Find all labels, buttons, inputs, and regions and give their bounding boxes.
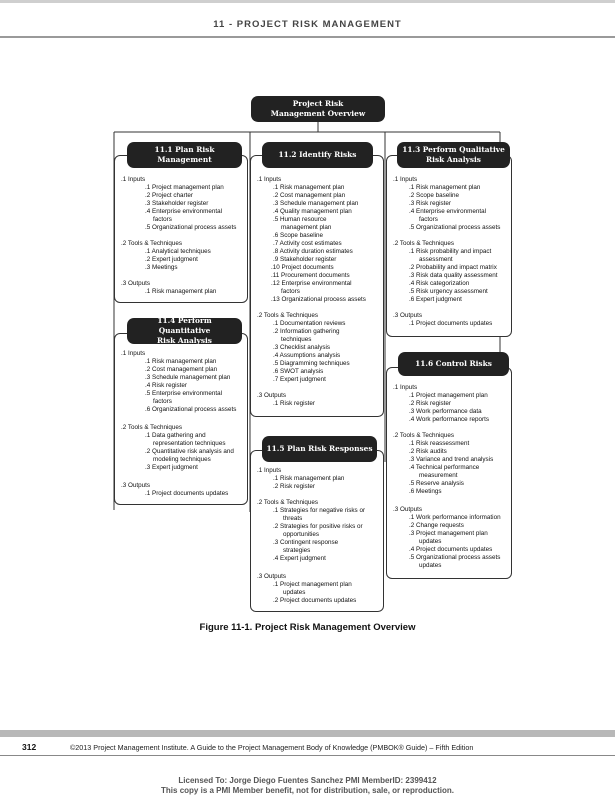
p2-inputs-label: .1 Inputs	[257, 176, 282, 183]
p5-tool: strategies	[283, 547, 311, 554]
footer-band	[0, 730, 615, 737]
license-line-2: This copy is a PMI Member benefit, not for distribution, sale, or reproduction.	[161, 786, 454, 795]
p4-tool: .2 Quantitative risk analysis and	[145, 448, 234, 455]
p4-input: .3 Schedule management plan	[145, 374, 231, 381]
p5-output: updates	[283, 589, 306, 596]
p6-output: .5 Organizational process assets	[409, 554, 501, 561]
p4-tool: modeling techniques	[153, 456, 211, 463]
p4-input: .4 Risk register	[145, 382, 187, 389]
p1-input: .1 Project management plan	[145, 184, 224, 191]
overview-line1: Project Risk	[292, 99, 344, 108]
license-line-1: Licensed To: Jorge Diego Fuentes Sanchez PMI MemberID: 2399412	[178, 776, 437, 785]
process-title-11-4	[127, 318, 242, 344]
p6-input: .2 Risk register	[409, 400, 451, 407]
p6-output: updates	[419, 538, 442, 545]
p1-tool: .1 Analytical techniques	[145, 248, 211, 255]
p6-output: .4 Project documents updates	[409, 546, 493, 553]
p6-tool: .6 Meetings	[409, 488, 442, 495]
p1-input: .2 Project charter	[145, 192, 193, 199]
process-title-11-5	[262, 436, 377, 462]
p2-input: .4 Quality management plan	[273, 208, 352, 215]
p2-output: .1 Risk register	[273, 400, 315, 407]
p3-input: .1 Risk management plan	[409, 184, 481, 191]
p3-tool: .6 Expert judgment	[409, 296, 462, 303]
process-box-11-5	[250, 450, 384, 612]
p6-output: .3 Project management plan	[409, 530, 488, 537]
p6-tool: .2 Risk audits	[409, 448, 447, 455]
p2-tool: .2 Information gathering	[273, 328, 340, 335]
p3-title-line2: Risk Analysis	[426, 155, 481, 164]
p4-input: .2 Cost management plan	[145, 366, 218, 373]
process-title-11-2	[262, 142, 373, 168]
p2-input: factors	[281, 288, 300, 295]
process-box-11-6	[386, 367, 512, 579]
p1-output: .1 Risk management plan	[145, 288, 217, 295]
p1-tools-label: .2 Tools & Techniques	[121, 240, 183, 247]
p2-tool: .1 Documentation reviews	[273, 320, 346, 327]
p6-inputs-label: .1 Inputs	[393, 384, 418, 391]
p2-input: .2 Cost management plan	[273, 192, 346, 199]
p1-outputs-label: .3 Outputs	[121, 280, 151, 287]
p5-tool: .3 Contingent response	[273, 539, 339, 546]
p3-tool: .1 Risk probability and impact	[409, 248, 492, 255]
p2-input: .1 Risk management plan	[273, 184, 345, 191]
p4-title-line2: Risk Analysis	[157, 336, 212, 345]
p5-title-line1: 11.5 Plan Risk Responses	[266, 444, 373, 453]
p2-input: .10 Project documents	[271, 264, 334, 271]
p4-inputs-label: .1 Inputs	[121, 350, 146, 357]
p2-input: management plan	[281, 224, 332, 231]
process-box-11-2	[250, 155, 384, 417]
p2-tool: .6 SWOT analysis	[273, 368, 324, 375]
p1-input: .3 Stakeholder register	[145, 200, 209, 207]
p6-tool: .1 Risk reassessment	[409, 440, 470, 447]
p5-outputs-label: .3 Outputs	[257, 573, 287, 580]
p5-inputs-label: .1 Inputs	[257, 467, 282, 474]
p4-tool: .3 Expert judgment	[145, 464, 198, 471]
p5-input: .1 Risk management plan	[273, 475, 345, 482]
p6-input: .3 Work performance data	[409, 408, 482, 415]
p4-input: .6 Organizational process assets	[145, 406, 237, 413]
p4-output: .1 Project documents updates	[145, 490, 229, 497]
p1-tool: .3 Meetings	[145, 264, 178, 271]
p2-tool: .4 Assumptions analysis	[273, 352, 341, 359]
p4-title-line1: 11.4 Perform Quantitative	[157, 316, 212, 335]
p5-tool: .1 Strategies for negative risks or	[273, 507, 366, 514]
p6-title-line1: 11.6 Control Risks	[415, 359, 492, 368]
copyright-text: ©2013 Project Management Institute. A Guide to the Project Management Body of Knowledge (PMBOK® Guide) – Fifth Edition	[70, 743, 474, 752]
p2-tools-label: .2 Tools & Techniques	[257, 312, 319, 319]
p3-tools-label: .2 Tools & Techniques	[393, 240, 455, 247]
p6-input: .1 Project management plan	[409, 392, 488, 399]
p4-outputs-label: .3 Outputs	[121, 482, 151, 489]
p3-input: .3 Risk register	[409, 200, 451, 207]
p2-tool: .7 Expert judgment	[273, 376, 326, 383]
p6-tool: .3 Variance and trend analysis	[409, 456, 494, 463]
p2-input: .8 Activity duration estimates	[273, 248, 353, 255]
chapter-title: 11 - PROJECT RISK MANAGEMENT	[213, 19, 402, 30]
footer-rule	[0, 755, 615, 756]
p2-input: .11 Procurement documents	[271, 272, 350, 279]
p4-input: .1 Risk management plan	[145, 358, 217, 365]
p5-tools-label: .2 Tools & Techniques	[257, 499, 319, 506]
p3-tool: .5 Risk urgency assessment	[409, 288, 488, 295]
overview-line2: Management Overview	[270, 109, 366, 118]
p3-input: factors	[419, 216, 438, 223]
p3-input: .2 Scope baseline	[409, 192, 460, 199]
process-box-11-3	[386, 155, 512, 337]
p6-output: .1 Work performance information	[409, 514, 501, 521]
p3-inputs-label: .1 Inputs	[393, 176, 418, 183]
p4-input: factors	[153, 398, 172, 405]
p5-tool: .4 Expert judgment	[273, 555, 326, 562]
process-title-11-6	[398, 352, 509, 376]
p5-tool: threats	[283, 515, 303, 522]
p5-tool: opportunities	[283, 531, 320, 538]
p6-outputs-label: .3 Outputs	[393, 506, 423, 513]
p4-tool: .1 Data gathering and	[145, 432, 206, 439]
p2-input: .7 Activity cost estimates	[273, 240, 342, 247]
p2-input: .5 Human resource	[273, 216, 327, 223]
p3-input: .5 Organizational process assets	[409, 224, 501, 231]
overview-header	[251, 96, 385, 122]
p1-title-line2: Management	[157, 155, 212, 164]
page-number: 312	[22, 742, 37, 752]
p2-tool: .3 Checklist analysis	[273, 344, 331, 351]
p1-inputs-label: .1 Inputs	[121, 176, 146, 183]
p1-tool: .2 Expert judgment	[145, 256, 198, 263]
p2-tool: .5 Diagramming techniques	[273, 360, 350, 367]
process-box-11-4	[114, 333, 248, 505]
p1-input: factors	[153, 216, 172, 223]
p3-outputs-label: .3 Outputs	[393, 312, 423, 319]
p2-tool: techniques	[281, 336, 312, 343]
p6-output: .2 Change requests	[409, 522, 464, 529]
p2-input: .6 Scope baseline	[273, 232, 324, 239]
p6-tool: measurement	[419, 472, 458, 479]
p4-tools-label: .2 Tools & Techniques	[121, 424, 183, 431]
p4-tool: representation techniques	[153, 440, 226, 447]
p3-output: .1 Project documents updates	[409, 320, 493, 327]
process-title-11-1	[127, 142, 242, 168]
figure-caption: Figure 11-1. Project Risk Management Overview	[199, 622, 416, 633]
process-title-11-3	[397, 142, 510, 168]
p1-title-line1: 11.1 Plan Risk	[154, 145, 215, 154]
p3-title-line1: 11.3 Perform Qualitative	[402, 145, 505, 154]
process-box-11-1	[114, 155, 248, 303]
p5-output: .2 Project documents updates	[273, 597, 357, 604]
p2-outputs-label: .3 Outputs	[257, 392, 287, 399]
p6-input: .4 Work performance reports	[409, 416, 490, 423]
p2-input: .13 Organizational process assets	[271, 296, 366, 303]
p3-tool: assessment	[419, 256, 453, 263]
p2-input: .9 Stakeholder register	[273, 256, 337, 263]
p3-tool: .3 Risk data quality assessment	[409, 272, 498, 279]
p6-tool: .4 Technical performance	[409, 464, 480, 471]
p6-output: updates	[419, 562, 442, 569]
p6-tools-label: .2 Tools & Techniques	[393, 432, 455, 439]
p4-input: .5 Enterprise environmental	[145, 390, 223, 397]
p5-output: .1 Project management plan	[273, 581, 352, 588]
p2-input: .12 Enterprise environmental	[271, 280, 352, 287]
p6-tool: .5 Reserve analysis	[409, 480, 464, 487]
p3-input: .4 Enterprise environmental	[409, 208, 487, 215]
p2-title-line1: 11.2 Identify Risks	[278, 150, 357, 159]
p1-input: .4 Enterprise environmental	[145, 208, 223, 215]
p3-tool: .2 Probability and impact matrix	[409, 264, 497, 271]
p5-tool: .2 Strategies for positive risks or	[273, 523, 363, 530]
p5-input: .2 Risk register	[273, 483, 315, 490]
p3-tool: .4 Risk categorization	[409, 280, 470, 287]
p1-input: .5 Organizational process assets	[145, 224, 237, 231]
p2-input: .3 Schedule management plan	[273, 200, 359, 207]
